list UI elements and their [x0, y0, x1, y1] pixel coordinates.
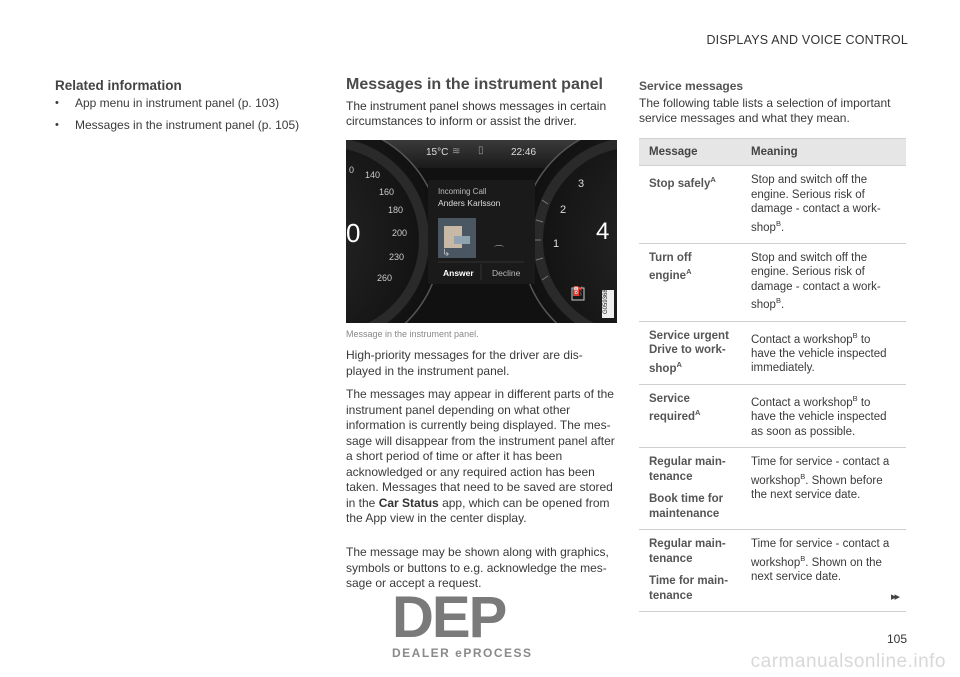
meaning-cell: Time for service - contact a workshop$^B$. Shown on the next service date.: [741, 530, 906, 612]
meaning-cell: Stop and switch off the engine. Serious risk of damage - contact a work-shop$^B$.: [741, 166, 906, 244]
speed-tick: 140: [365, 170, 381, 180]
message-cell: Regular main-tenance Book time for maintenance: [639, 448, 741, 530]
service-messages-title: Service messages: [639, 79, 744, 93]
related-info-list: [55, 96, 315, 140]
decline-button[interactable]: Decline: [492, 268, 521, 278]
message-cell: Service urgent Drive to work-shop$^A$: [639, 321, 741, 384]
speed-tick: 160: [379, 187, 395, 197]
message-cell: Stop safely$^A$: [639, 166, 741, 244]
instrument-panel-image: [346, 140, 617, 323]
related-info-title: Related information: [55, 78, 182, 93]
image-code: G059368: [603, 289, 609, 314]
running-header: DISPLAYS AND VOICE CONTROL: [706, 33, 908, 47]
message-cell: Regular main-tenance Time for main-tenance: [639, 530, 741, 612]
fuel-icon: ⛽: [572, 286, 584, 296]
table-row: [639, 448, 906, 530]
speed-readout: 0: [346, 218, 361, 248]
image-caption: Message in the instrument panel.: [346, 329, 479, 339]
logo-letters: DEP: [392, 585, 506, 650]
meaning-cell: Time for service - contact a workshop$^B$. Shown before the next service date.: [741, 448, 906, 530]
meaning-cell: Contact a workshop$^B$ to have the vehicle inspected as soon as possible.: [741, 384, 906, 447]
rpm-tick: 2: [560, 204, 567, 216]
svg-text:↳: ↳: [442, 248, 451, 259]
section-title: Messages in the instrument panel: [346, 76, 603, 93]
meaning-cell: Contact a workshop$^B$ to have the vehicle inspected immediately.: [741, 321, 906, 384]
service-messages-table: [639, 138, 906, 612]
meaning-cell: Stop and switch off the engine. Serious risk of damage - contact a work-shop$^B$.: [741, 243, 906, 321]
gear-indicator: 4: [596, 218, 610, 245]
speed-tick: 0: [349, 165, 355, 175]
speed-tick: 260: [377, 273, 393, 283]
speed-tick: 180: [388, 205, 404, 215]
speed-tick: 200: [392, 228, 408, 238]
call-title: Incoming Call: [438, 187, 487, 196]
body-paragraph-2: The messages may appear in different parts of the instrument panel depending on what other information is currently being displayed. The mes-sage will disappear from the instrument panel after a short period of time or after it has been acknowledged or any required action has been taken. Messages that need to be saved are stored in the Car Status app, which can be opened from the App view in the center display.: [346, 387, 615, 525]
related-link[interactable]: • App menu in instrument panel (p. 103): [55, 96, 280, 110]
phone-icon: ▯: [478, 145, 484, 156]
table-row: [639, 384, 906, 447]
body-paragraph-1: High-priority messages for the driver are dis-played in the instrument panel.: [346, 348, 583, 378]
svg-text:⌒: ⌒: [494, 246, 504, 257]
message-cell: Service required$^A$: [639, 384, 741, 447]
table-row: [639, 321, 906, 384]
car-status-app-name: Car Status: [378, 495, 439, 510]
bullet-icon: •: [55, 97, 59, 109]
temperature-readout: 15°C: [426, 147, 449, 158]
body-paragraph-3: The message may be shown along with graphics, symbols or buttons to e.g. acknowledge the mes-sage or accept a request.: [346, 545, 609, 590]
caller-name: Anders Karlsson: [438, 198, 501, 208]
clock-readout: 22:46: [511, 147, 537, 158]
service-messages-intro: The following table lists a selection of important service messages and what they mean.: [639, 96, 891, 125]
rpm-tick: 1: [553, 238, 560, 250]
rpm-tick: 3: [578, 178, 585, 190]
section-intro: The instrument panel shows messages in certain circumstances to inform or assist the driver.: [346, 99, 607, 128]
logo-text: DEALER ePROCESS: [392, 646, 533, 660]
column-header-meaning: Meaning: [741, 139, 906, 166]
lights-icon: ≋: [452, 146, 461, 157]
related-link[interactable]: • Messages in the instrument panel (p. 105): [55, 118, 300, 132]
dealer-eprocess-logo: [392, 585, 533, 660]
bullet-icon: •: [55, 119, 59, 131]
speed-tick: 230: [389, 252, 405, 262]
table-row: [639, 530, 906, 612]
message-cell: Turn off engine$^A$: [639, 243, 741, 321]
answer-button[interactable]: Answer: [443, 268, 474, 278]
watermark: carmanualsonline.info: [750, 651, 946, 672]
page-number: 105: [887, 632, 908, 646]
next-page-arrows-icon[interactable]: ▸▸: [891, 591, 899, 603]
column-header-message: Message: [639, 139, 741, 166]
table-row: [639, 243, 906, 321]
table-row: [639, 166, 906, 244]
